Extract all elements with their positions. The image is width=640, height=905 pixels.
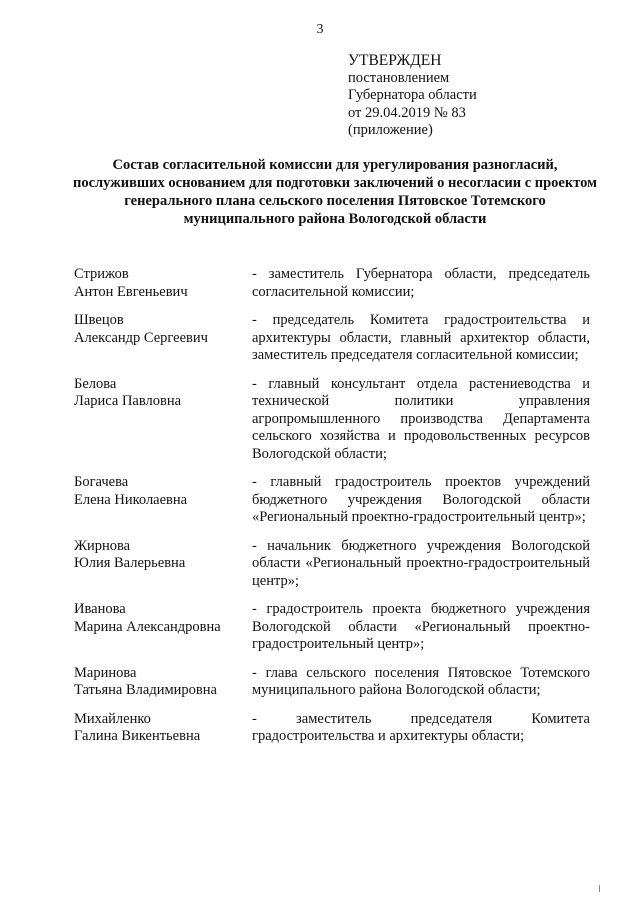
member-name [74, 665, 252, 700]
member-given-names: Галина Викентьевна [74, 728, 201, 744]
approval-date-number: от 29.04.2019 № 83 [348, 104, 466, 121]
member-name [74, 601, 252, 636]
member-name [74, 312, 252, 347]
member-given-names: Татьяна Владимировна [74, 682, 217, 698]
member-given-names: Юлия Валерьевна [74, 555, 186, 571]
member-row [74, 538, 590, 591]
member-name [74, 538, 252, 573]
member-given-names: Александр Сергеевич [74, 329, 208, 346]
member-surname: Маринова [74, 664, 137, 681]
member-role: - заместитель председателя Комитета градостроительства и архитектуры области; [252, 710, 590, 744]
member-name [74, 474, 252, 509]
member-role: - начальник бюджетного учреждения Вологодской области «Региональный проектно-градостроительный центр»; [252, 537, 590, 589]
document-title: Состав согласительной комиссии для урегулирования разногласий, послуживших основанием для подготовки заключений о несогласии с проектом генерального плана сельского поселения Пятовское Тотемского муниципального района Вологодской области [72, 157, 598, 227]
member-given-names: Марина Александровна [74, 618, 221, 635]
page-number: 3 [316, 22, 324, 37]
approval-heading: УТВЕРЖДЕН [348, 52, 442, 69]
approval-resolution: постановлением [348, 69, 450, 86]
member-role: - заместитель Губернатора области, председатель согласительной комиссии; [252, 266, 590, 300]
member-row [74, 601, 590, 654]
scan-edge-mark [599, 885, 600, 892]
member-role: - градостроитель проекта бюджетного учреждения Вологодской области «Региональный проектно-градостроительный центр»; [252, 601, 590, 652]
member-role: - главный консультант отдела растениеводства и технической политики управления агропромышленного производства Департамента сельского хозяйства и продовольственных ресурсов Вологодской области; [252, 375, 590, 462]
member-given-names: Антон Евгеньевич [74, 283, 188, 300]
approval-authority: Губернатора области [348, 87, 477, 103]
approval-attachment-note: (приложение) [348, 122, 433, 138]
member-surname: Швецов [74, 312, 124, 328]
member-row [74, 665, 590, 700]
member-role: - глава сельского поселения Пятовское Тотемского муниципального района Вологодской области; [252, 664, 590, 698]
member-name [74, 711, 252, 746]
approval-block [348, 52, 477, 140]
member-row [74, 376, 590, 464]
member-row [74, 474, 590, 527]
member-surname: Михайленко [74, 710, 151, 727]
member-name [74, 376, 252, 411]
member-given-names: Лариса Павловна [74, 393, 182, 409]
member-given-names: Елена Николаевна [74, 491, 188, 508]
member-surname: Белова [74, 375, 117, 392]
member-surname: Иванова [74, 601, 126, 617]
member-surname: Стрижов [74, 266, 129, 282]
member-name [74, 266, 252, 301]
member-surname: Жирнова [74, 537, 131, 554]
member-role: - главный градостроитель проектов учреждений бюджетного учреждения Вологодской области «Региональный проектно-градостроительный центр»; [252, 474, 590, 525]
member-row [74, 711, 590, 746]
member-surname: Богачева [74, 474, 129, 490]
member-row [74, 312, 590, 365]
member-role: - председатель Комитета градостроительства и архитектуры области, главный архитектор области, заместитель председателя согласительной комиссии; [252, 312, 590, 363]
commission-member-list [74, 266, 590, 757]
member-row [74, 266, 590, 301]
